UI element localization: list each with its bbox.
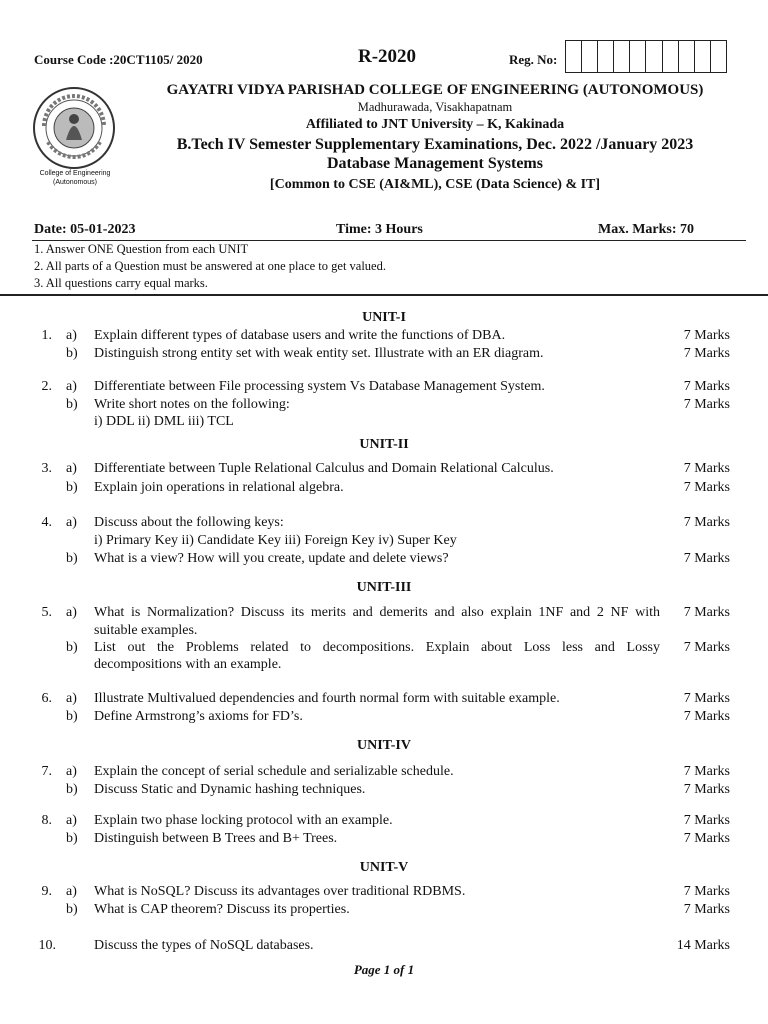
- question-part: a): [66, 884, 77, 899]
- question-text: Explain the concept of serial schedule and serializable schedule.: [94, 764, 454, 779]
- instruction-1: 1. Answer ONE Question from each UNIT: [34, 242, 249, 256]
- question-part: a): [66, 691, 77, 706]
- question-marks: 7 Marks: [683, 709, 730, 724]
- question-part: b): [66, 551, 78, 566]
- question-marks: 7 Marks: [683, 515, 730, 530]
- question-marks: 7 Marks: [683, 782, 730, 797]
- instruction-2: 2. All parts of a Question must be answered at one place to get valued.: [34, 259, 386, 273]
- question-text: Discuss about the following keys:: [94, 515, 284, 530]
- question-number: 4.: [41, 515, 52, 530]
- course-code: Course Code :20CT1105/ 2020: [34, 52, 203, 67]
- question-text: What is Normalization? Discuss its merits and demerits and also explain 1NF and 2 NF with: [94, 605, 660, 620]
- question-part: b): [66, 709, 78, 724]
- question-marks: 7 Marks: [683, 551, 730, 566]
- college-name: GAYATRI VIDYA PARISHAD COLLEGE OF ENGINEERING (AUTONOMOUS): [166, 82, 704, 98]
- college-address: Madhurawada, Visakhapatnam: [357, 100, 513, 114]
- exam-date: Date: 05-01-2023: [34, 222, 136, 237]
- unit-3-title: UNIT-III: [356, 580, 412, 595]
- question-text: Explain two phase locking protocol with an example.: [94, 813, 393, 828]
- question-text: i) Primary Key ii) Candidate Key iii) Foreign Key iv) Super Key: [94, 533, 457, 548]
- divider-top: [32, 240, 746, 241]
- question-part: b): [66, 397, 78, 412]
- question-text: Discuss Static and Dynamic hashing techniques.: [94, 782, 366, 797]
- question-number: 3.: [41, 461, 52, 476]
- question-part: a): [66, 605, 77, 620]
- question-number: 6.: [41, 691, 52, 706]
- question-text: i) DDL ii) DML iii) TCL: [94, 414, 234, 429]
- question-marks: 7 Marks: [683, 328, 730, 343]
- subject-title: Database Management Systems: [327, 155, 543, 172]
- question-number: 8.: [41, 813, 52, 828]
- college-logo-seal: [32, 86, 116, 170]
- unit-1-title: UNIT-I: [362, 310, 406, 325]
- question-text: Differentiate between Tuple Relational Calculus and Domain Relational Calculus.: [94, 461, 554, 476]
- question-marks: 7 Marks: [683, 480, 730, 495]
- question-text: Distinguish between B Trees and B+ Trees.: [94, 831, 338, 846]
- question-number: 7.: [41, 764, 52, 779]
- page-number: Page 1 of 1: [353, 962, 415, 977]
- question-marks: 14 Marks: [676, 938, 730, 953]
- question-part: b): [66, 831, 78, 846]
- question-text: What is a view? How will you create, update and delete views?: [94, 551, 449, 566]
- question-text: Illustrate Multivalued dependencies and fourth normal form with suitable example.: [94, 691, 560, 706]
- question-part: b): [66, 480, 78, 495]
- question-marks: 7 Marks: [683, 884, 730, 899]
- question-marks: 7 Marks: [683, 902, 730, 917]
- question-text: decompositions with an example.: [94, 657, 282, 672]
- question-marks: 7 Marks: [683, 831, 730, 846]
- question-part: a): [66, 515, 77, 530]
- question-marks: 7 Marks: [683, 691, 730, 706]
- question-text: Define Armstrong’s axioms for FD’s.: [94, 709, 303, 724]
- question-part: a): [66, 379, 77, 394]
- question-text: Write short notes on the following:: [94, 397, 290, 412]
- question-number: 1.: [41, 328, 52, 343]
- regulation: R-2020: [358, 46, 417, 67]
- affiliation: Affiliated to JNT University – K, Kakinada: [305, 117, 565, 132]
- question-marks: 7 Marks: [683, 640, 730, 655]
- question-part: a): [66, 461, 77, 476]
- question-part: a): [66, 813, 77, 828]
- question-marks: 7 Marks: [683, 346, 730, 361]
- max-marks: Max. Marks: 70: [598, 222, 695, 237]
- common-to: [Common to CSE (AI&ML), CSE (Data Science) & IT]: [269, 177, 601, 192]
- question-marks: 7 Marks: [683, 379, 730, 394]
- question-number: 5.: [41, 605, 52, 620]
- reg-no-boxes: [565, 40, 727, 73]
- question-text: What is NoSQL? Discuss its advantages over traditional RDBMS.: [94, 884, 466, 899]
- question-text: Differentiate between File processing system Vs Database Management System.: [94, 379, 545, 394]
- question-marks: 7 Marks: [683, 764, 730, 779]
- unit-2-title: UNIT-II: [359, 437, 409, 452]
- question-part: b): [66, 346, 78, 361]
- instruction-3: 3. All questions carry equal marks.: [34, 276, 208, 290]
- question-text: List out the Problems related to decompositions. Explain about Loss less and Lossy: [94, 640, 660, 655]
- logo-caption-line1: College of Engineering: [39, 170, 111, 177]
- question-part: b): [66, 902, 78, 917]
- question-part: a): [66, 328, 77, 343]
- question-text: Explain join operations in relational algebra.: [94, 480, 344, 495]
- question-number: 9.: [41, 884, 52, 899]
- question-part: a): [66, 764, 77, 779]
- exam-title: B.Tech IV Semester Supplementary Examinations, Dec. 2022 /January 2023: [176, 136, 694, 153]
- question-marks: 7 Marks: [683, 813, 730, 828]
- question-text: suitable examples.: [94, 623, 198, 638]
- question-marks: 7 Marks: [683, 461, 730, 476]
- question-text: Discuss the types of NoSQL databases.: [94, 938, 314, 953]
- exam-time: Time: 3 Hours: [336, 222, 423, 237]
- question-part: b): [66, 640, 78, 655]
- question-number: 10.: [38, 938, 56, 953]
- question-text: What is CAP theorem? Discuss its properties.: [94, 902, 350, 917]
- question-text: Distinguish strong entity set with weak entity set. Illustrate with an ER diagram.: [94, 346, 544, 361]
- unit-4-title: UNIT-IV: [357, 738, 411, 753]
- question-marks: 7 Marks: [683, 397, 730, 412]
- logo-caption-line2: (Autonomous): [53, 179, 97, 186]
- question-number: 2.: [41, 379, 52, 394]
- question-marks: 7 Marks: [683, 605, 730, 620]
- unit-5-title: UNIT-V: [359, 860, 409, 875]
- question-text: Explain different types of database users and write the functions of DBA.: [94, 328, 506, 343]
- reg-no-label: Reg. No:: [509, 52, 558, 67]
- question-part: b): [66, 782, 78, 797]
- divider-bottom: [0, 294, 768, 296]
